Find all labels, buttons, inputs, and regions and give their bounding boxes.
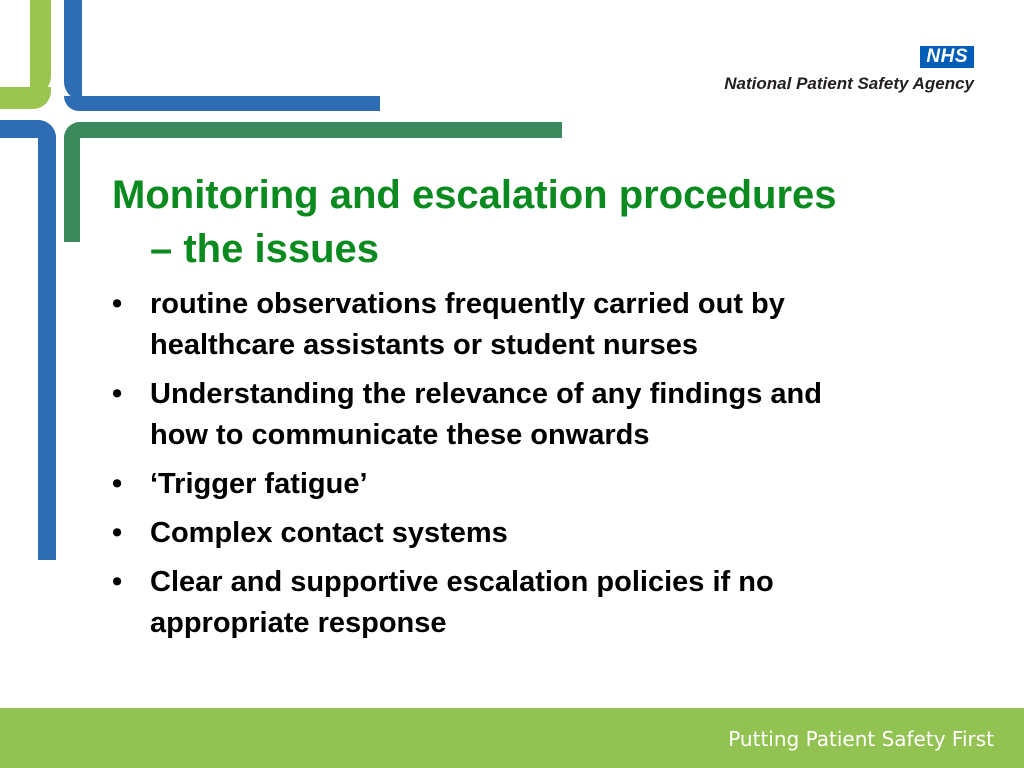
bullet-marker: • [112,566,123,598]
bullet-item [112,513,972,554]
title-line-1: Monitoring and escalation procedures [112,173,837,217]
footer-tagline: Putting Patient Safety First [728,727,994,751]
bullet-text-line: Clear and supportive escalation policies if no [150,566,774,598]
bullet-item [112,562,972,644]
decorative-line-blue-vertical-top [64,0,82,100]
bullet-text-line: Complex contact systems [150,517,508,549]
bullet-marker: • [112,468,123,500]
decorative-line-lime-vertical [30,0,51,96]
decorative-line-blue-horizontal-top [64,96,380,111]
bullet-marker: • [112,288,123,320]
decorative-line-green-horizontal [64,122,562,138]
decorative-line-blue-vertical-left [38,120,56,560]
decorative-line-green-vertical [64,122,80,242]
bullet-item [112,284,972,366]
bullet-text-line: how to communicate these onwards [150,419,650,451]
bullet-text-line: appropriate response [150,607,447,639]
bullet-marker: • [112,517,123,549]
decorative-line-lime-horizontal [0,87,51,109]
title-line-2: – the issues [150,227,380,271]
footer-bar [0,708,1024,768]
bullet-text-line: ‘Trigger fatigue’ [150,468,368,500]
bullet-item [112,374,972,456]
bullet-text-line: routine observations frequently carried out by [150,288,785,320]
nhs-badge: NHS [920,46,974,68]
bullet-marker: • [112,378,123,410]
bullet-text-line: healthcare assistants or student nurses [150,329,698,361]
bullet-list [112,284,972,652]
npsa-logo [664,46,974,98]
agency-name: National Patient Safety Agency [724,74,974,93]
bullet-text-line: Understanding the relevance of any findings and [150,378,822,410]
bullet-item [112,464,972,505]
slide-title [112,168,972,276]
